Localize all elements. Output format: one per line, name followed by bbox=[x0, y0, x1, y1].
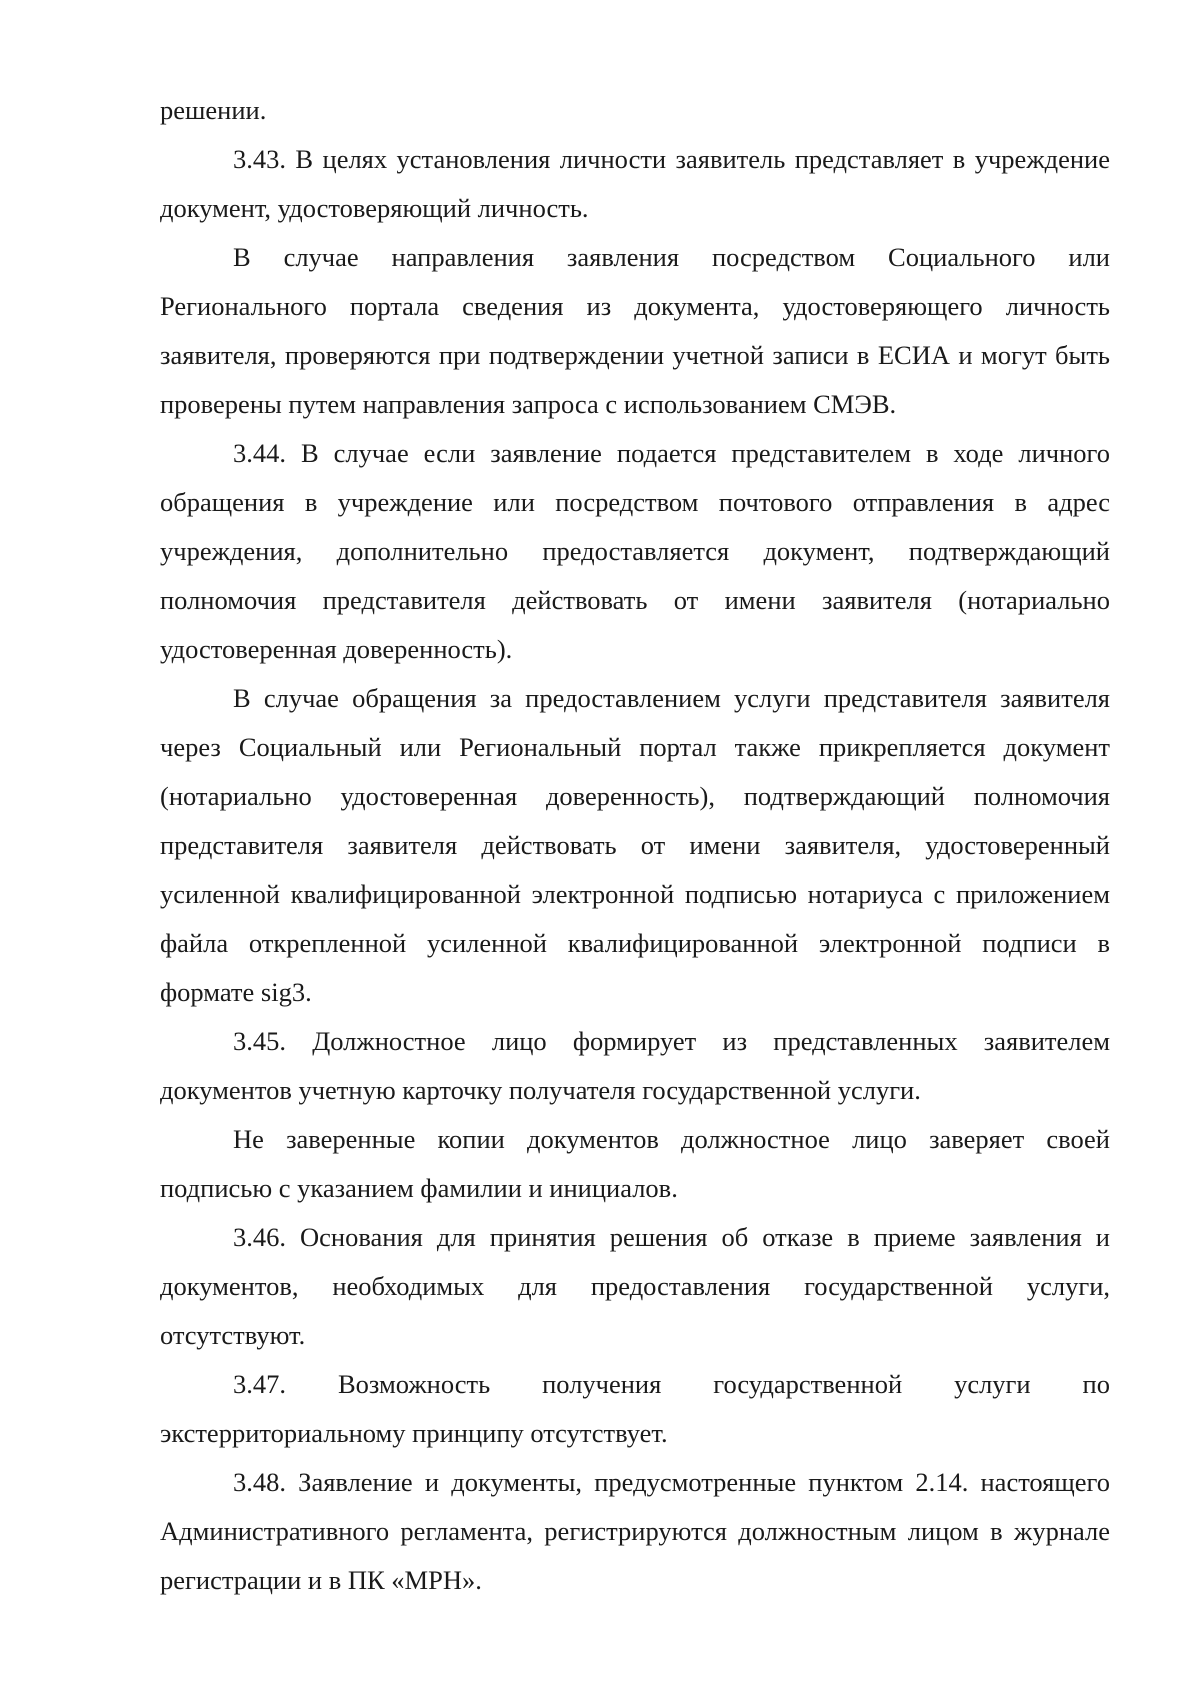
paragraph-continuation: решении. bbox=[160, 95, 267, 125]
paragraph-3-47: 3.47. Возможность получения государственной услуги по экстерриториальному принципу отсутствует. bbox=[160, 1369, 1110, 1448]
paragraph-3-44-portal: В случае обращения за предоставлением услуги представителя заявителя через Социальный или Региональный портал также прикрепляется документ (нотариально удостоверенная доверенность), подтверждающий полномочия представителя заявителя действовать от имени заявителя, удостоверенный усиленной квалифицированной электронной подписью нотариуса с приложением файла открепленной усиленной квалифицированной электронной подписи в формате sig3. bbox=[160, 683, 1110, 1007]
paragraph-3-43-portal: В случае направления заявления посредством Социального или Регионального портала сведения из документа, удостоверяющего личность заявителя, проверяются при подтверждении учетной записи в ЕСИА и могут быть проверены путем направления запроса с использованием СМЭВ. bbox=[160, 242, 1110, 419]
paragraph-3-46: 3.46. Основания для принятия решения об отказе в приеме заявления и документов, необходимых для предоставления государственной услуги, отсутствуют. bbox=[160, 1222, 1110, 1350]
paragraph-3-45-copies: Не заверенные копии документов должностное лицо заверяет своей подписью с указанием фамилии и инициалов. bbox=[160, 1124, 1110, 1203]
document-body bbox=[160, 86, 1110, 1605]
paragraph-3-48: 3.48. Заявление и документы, предусмотренные пунктом 2.14. настоящего Административного регламента, регистрируются должностным лицом в журнале регистрации и в ПК «МРН». bbox=[160, 1467, 1110, 1595]
paragraph-3-44: 3.44. В случае если заявление подается представителем в ходе личного обращения в учреждение или посредством почтового отправления в адрес учреждения, дополнительно предоставляется документ, подтверждающий полномочия представителя действовать от имени заявителя (нотариально удостоверенная доверенность). bbox=[160, 438, 1110, 664]
paragraph-3-43: 3.43. В целях установления личности заявитель представляет в учреждение документ, удостоверяющий личность. bbox=[160, 144, 1110, 223]
paragraph-3-45: 3.45. Должностное лицо формирует из представленных заявителем документов учетную карточку получателя государственной услуги. bbox=[160, 1026, 1110, 1105]
